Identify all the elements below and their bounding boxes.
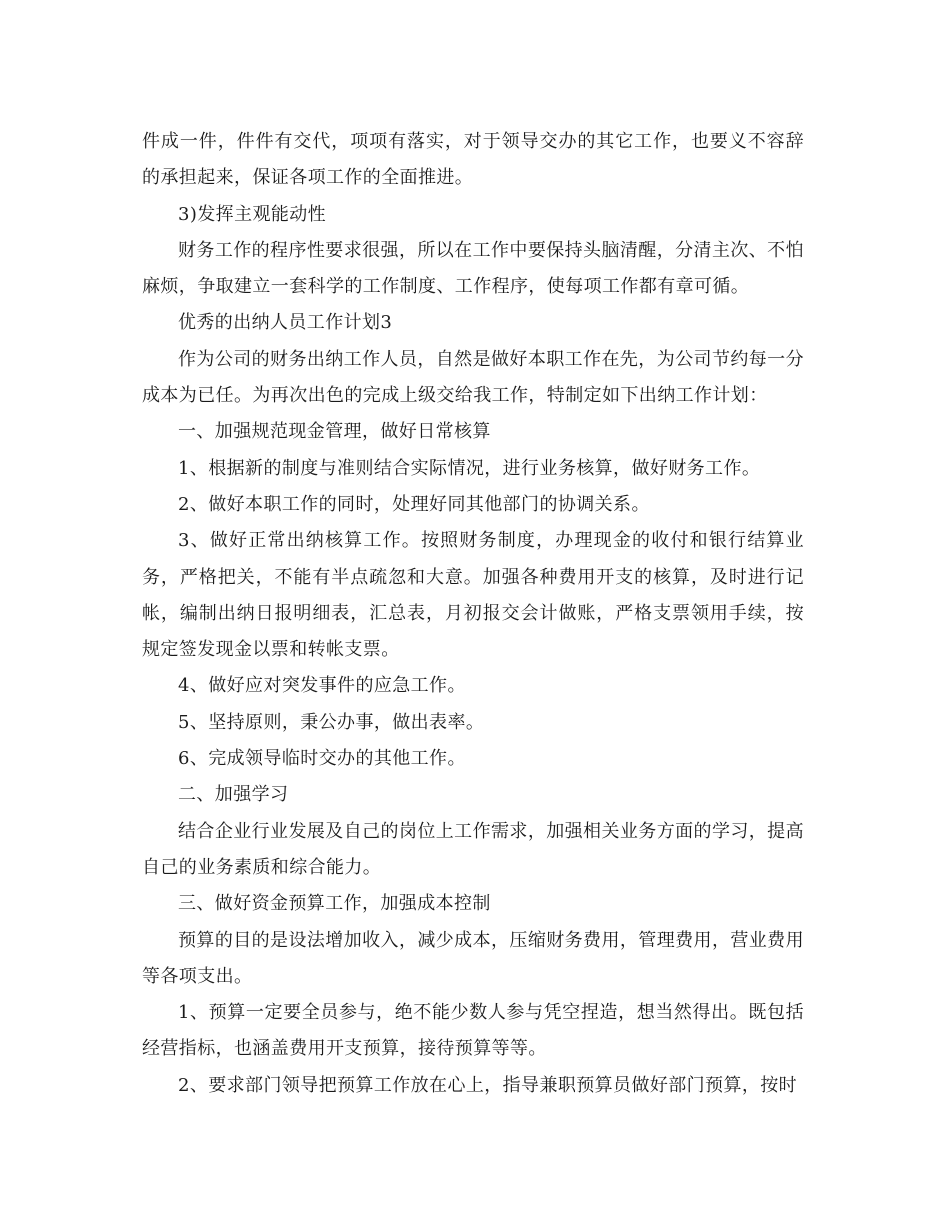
paragraph: 作为公司的财务出纳工作人员，自然是做好本职工作在先，为公司节约每一分成本为已任。为再次出色的完成上级交给我工作，特制定如下出纳工作计划： [142, 348, 804, 407]
list-item: 3、做好正常出纳核算工作。按照财务制度，办理现金的收付和银行结算业务，严格把关，不能有半点疏忽和大意。加强各种费用开支的核算，及时进行记帐，编制出纳日报明细表，汇总表，月初报交会计做账，严格支票领用手续，按规定签发现金以票和转帐支票。 [142, 530, 804, 661]
section-heading: 三、做好资金预算工作，加强成本控制 [178, 893, 491, 915]
list-item: 1、预算一定要全员参与，绝不能少数人参与凭空捏造，想当然得出。既包括经营指标，也涵盖费用开支预算，接待预算等等。 [142, 1002, 804, 1060]
paragraph: 预算的目的是设法增加收入，减少成本，压缩财务费用，管理费用，营业费用等各项支出。 [142, 929, 804, 987]
paragraph: 件成一件，件件有交代，项项有落实，对于领导交办的其它工作，也要义不容辞的承担起来，保证各项工作的全面推进。 [142, 131, 804, 189]
paragraph: 结合企业行业发展及自己的岗位上工作需求，加强相关业务方面的学习，提高自己的业务素质和综合能力。 [142, 820, 804, 878]
document-title: 优秀的出纳人员工作计划3 [178, 312, 393, 334]
document-body [142, 124, 804, 1104]
list-item: 2、要求部门领导把预算工作放在心上，指导兼职预算员做好部门预算，按时 [178, 1074, 798, 1096]
section-heading: 3)发挥主观能动性 [178, 203, 327, 225]
list-item: 4、做好应对突发事件的应急工作。 [178, 675, 466, 697]
paragraph: 财务工作的程序性要求很强，所以在工作中要保持头脑清醒，分清主次、不怕麻烦，争取建立一套科学的工作制度、工作程序，使每项工作都有章可循。 [142, 239, 804, 298]
section-heading: 二、加强学习 [178, 784, 289, 806]
section-heading: 一、加强规范现金管理，做好日常核算 [178, 421, 491, 443]
list-item: 5、坚持原则，秉公办事，做出表率。 [178, 711, 485, 733]
list-item: 6、完成领导临时交办的其他工作。 [178, 748, 466, 770]
list-item: 2、做好本职工作的同时，处理好同其他部门的协调关系。 [178, 493, 650, 515]
list-item: 1、根据新的制度与准则结合实际情况，进行业务核算，做好财务工作。 [178, 457, 761, 479]
